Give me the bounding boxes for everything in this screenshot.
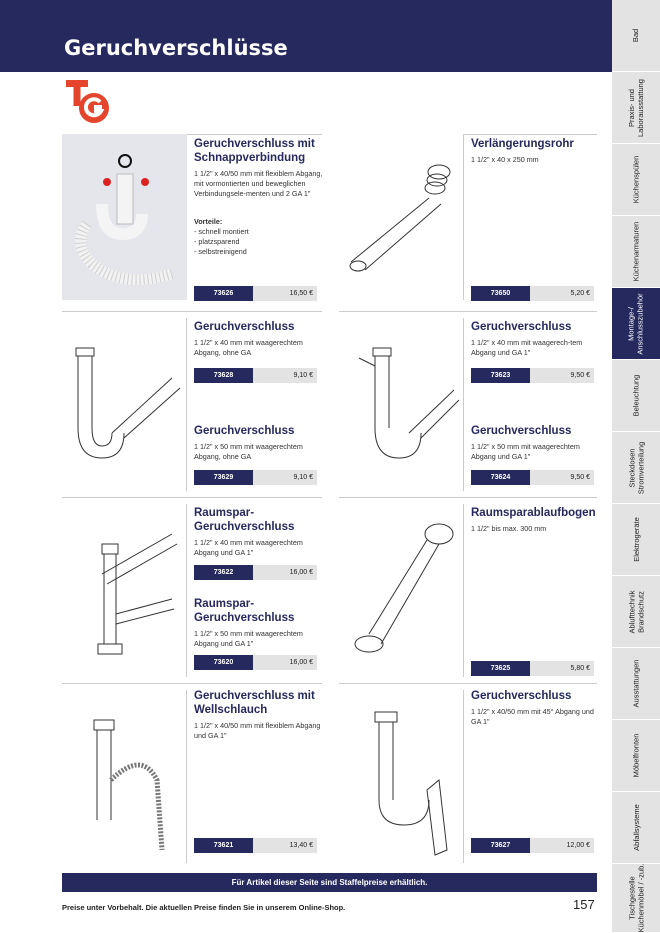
- price: 16,00 €: [253, 565, 317, 580]
- product-description: 1 1/2" x 40/50 mm mit 45° Abgang und GA 1": [471, 707, 594, 726]
- tab-label: Beleuchtung: [631, 374, 641, 417]
- article-number[interactable]: 73625: [471, 661, 530, 676]
- product-title: Geruchverschluss: [471, 690, 572, 702]
- price-bar: [471, 470, 594, 485]
- brand-logo: [66, 80, 110, 124]
- product-description: 1 1/2" x 50 mm mit waagerechtem Abgang und GA 1": [471, 442, 580, 461]
- separator: [62, 311, 322, 312]
- price-bar: [471, 838, 594, 853]
- tab-10[interactable]: [612, 720, 660, 792]
- tab-label: Steckdosen Stromverteilung: [627, 441, 645, 494]
- product-title: Geruchverschluss: [471, 321, 572, 333]
- price-bar: [194, 470, 317, 485]
- product-title: Raumspar- Geruchverschluss: [194, 598, 295, 624]
- price: 9,10 €: [253, 470, 317, 485]
- article-number[interactable]: 73628: [194, 368, 253, 383]
- price: 13,40 €: [253, 838, 317, 853]
- price: 9,50 €: [530, 368, 594, 383]
- tab-1[interactable]: [612, 72, 660, 144]
- tab-label: Bad: [631, 28, 641, 43]
- tab-0[interactable]: [612, 0, 660, 72]
- article-number[interactable]: 73624: [471, 470, 530, 485]
- tab-8[interactable]: [612, 576, 660, 648]
- product-image-73623-73624: [339, 318, 464, 491]
- product-description: 1 1/2" x 40/50 mm mit flexiblem Abgang, mit vormontierten und beweglichen Verbindungsele-menten und 2 GA 1": [194, 169, 323, 198]
- product-title: Geruchverschluss mit Wellschlauch: [194, 690, 315, 716]
- article-number[interactable]: 73627: [471, 838, 530, 853]
- page-title: Geruchverschlüsse: [64, 36, 288, 60]
- separator: [339, 311, 597, 312]
- price: 16,00 €: [253, 655, 317, 670]
- tab-label: Tischgestelle Küchenmöbel / -zub.: [627, 863, 646, 933]
- product-title: Verlängerungsrohr: [471, 138, 574, 150]
- product-title: Geruchverschluss mit Schnappverbindung: [194, 138, 315, 164]
- tab-12[interactable]: [612, 864, 660, 933]
- tab-label: Ablufttechnik Brandschutz: [626, 590, 645, 633]
- tab-label: Möbelfronten: [631, 733, 641, 778]
- tab-label: Elektrogeräte: [631, 517, 641, 562]
- price: 9,50 €: [530, 470, 594, 485]
- article-number[interactable]: 73650: [471, 286, 530, 301]
- product-description: 1 1/2" x 40 x 250 mm: [471, 155, 539, 164]
- product-advantages-title: Vorteile:: [194, 217, 223, 226]
- product-image-73627: [339, 690, 464, 863]
- product-description: 1 1/2" x 40 mm mit waagerech-tem Abgang und GA 1": [471, 338, 583, 357]
- tab-7[interactable]: [612, 504, 660, 576]
- tab-2[interactable]: [612, 144, 660, 216]
- price: 5,20 €: [530, 286, 594, 301]
- page-number: 157: [573, 897, 595, 912]
- price-bar: [471, 286, 594, 301]
- price: 9,10 €: [253, 368, 317, 383]
- price: 16,50 €: [253, 286, 317, 301]
- article-number[interactable]: 73622: [194, 565, 253, 580]
- product-title: Geruchverschluss: [471, 425, 572, 437]
- separator: [62, 497, 322, 498]
- separator: [339, 683, 597, 684]
- product-image-73650: [339, 134, 464, 300]
- product-title: Geruchverschluss: [194, 321, 295, 333]
- product-title: Raumspar- Geruchverschluss: [194, 507, 295, 533]
- tab-label: Montage-/ Anschlusszubehör: [627, 292, 646, 355]
- product-image-73628-73629: [62, 318, 187, 491]
- separator: [62, 683, 322, 684]
- tab-label: Praxis- und Laborausstattung: [627, 78, 645, 137]
- tab-5[interactable]: [612, 360, 660, 432]
- product-description: 1 1/2" x 50 mm mit waagerechtem Abgang und GA 1": [194, 629, 303, 648]
- price-bar: [194, 655, 317, 670]
- price-bar: [194, 368, 317, 383]
- product-title: Geruchverschluss: [194, 425, 295, 437]
- product-description: 1 1/2" x 40 mm mit waagerechtem Abgang, ohne GA: [194, 338, 303, 357]
- tab-label: Abfallsysteme: [631, 804, 641, 851]
- tab-6[interactable]: [612, 432, 660, 504]
- product-description: 1 1/2" x 40/50 mm mit flexiblem Abgang und GA 1": [194, 721, 321, 740]
- product-photo-73626: [62, 134, 187, 300]
- article-number[interactable]: 73623: [471, 368, 530, 383]
- tab-11[interactable]: [612, 792, 660, 864]
- article-number[interactable]: 73620: [194, 655, 253, 670]
- tab-label: Küchenspülen: [631, 155, 641, 204]
- product-image-73625: [339, 504, 464, 677]
- staffelpreise-banner: Für Artikel dieser Seite sind Staffelpreise erhältlich.: [62, 873, 597, 892]
- price: 5,80 €: [530, 661, 594, 676]
- tab-4[interactable]: [612, 288, 660, 360]
- tab-3[interactable]: [612, 216, 660, 288]
- product-title: Raumsparablaufbogen: [471, 507, 596, 519]
- page-header: [0, 0, 612, 72]
- product-description: 1 1/2" x 50 mm mit waagerechtem Abgang, ohne GA: [194, 442, 303, 461]
- price-bar: [194, 286, 317, 301]
- separator: [339, 497, 597, 498]
- price-bar: [471, 661, 594, 676]
- category-tabs: [612, 0, 660, 933]
- product-description: 1 1/2" x 40 mm mit waagerechtem Abgang und GA 1": [194, 538, 303, 557]
- price-bar: [194, 838, 317, 853]
- product-image-73621: [62, 690, 187, 863]
- product-image-73622-73620: [62, 504, 187, 677]
- product-description: 1 1/2" bis max. 300 mm: [471, 524, 547, 533]
- article-number[interactable]: 73626: [194, 286, 253, 301]
- tab-label: Ausstattungen: [631, 659, 641, 708]
- tab-label: Küchenarmaturen: [631, 221, 641, 282]
- tab-9[interactable]: [612, 648, 660, 720]
- price: 12,00 €: [530, 838, 594, 853]
- article-number[interactable]: 73629: [194, 470, 253, 485]
- price-bar: [471, 368, 594, 383]
- article-number[interactable]: 73621: [194, 838, 253, 853]
- footer-note: Preise unter Vorbehalt. Die aktuellen Preise finden Sie in unserem Online-Shop.: [62, 903, 346, 912]
- product-advantages: - schnell montiert - platzsparend - selbstreinigend: [194, 227, 249, 256]
- price-bar: [194, 565, 317, 580]
